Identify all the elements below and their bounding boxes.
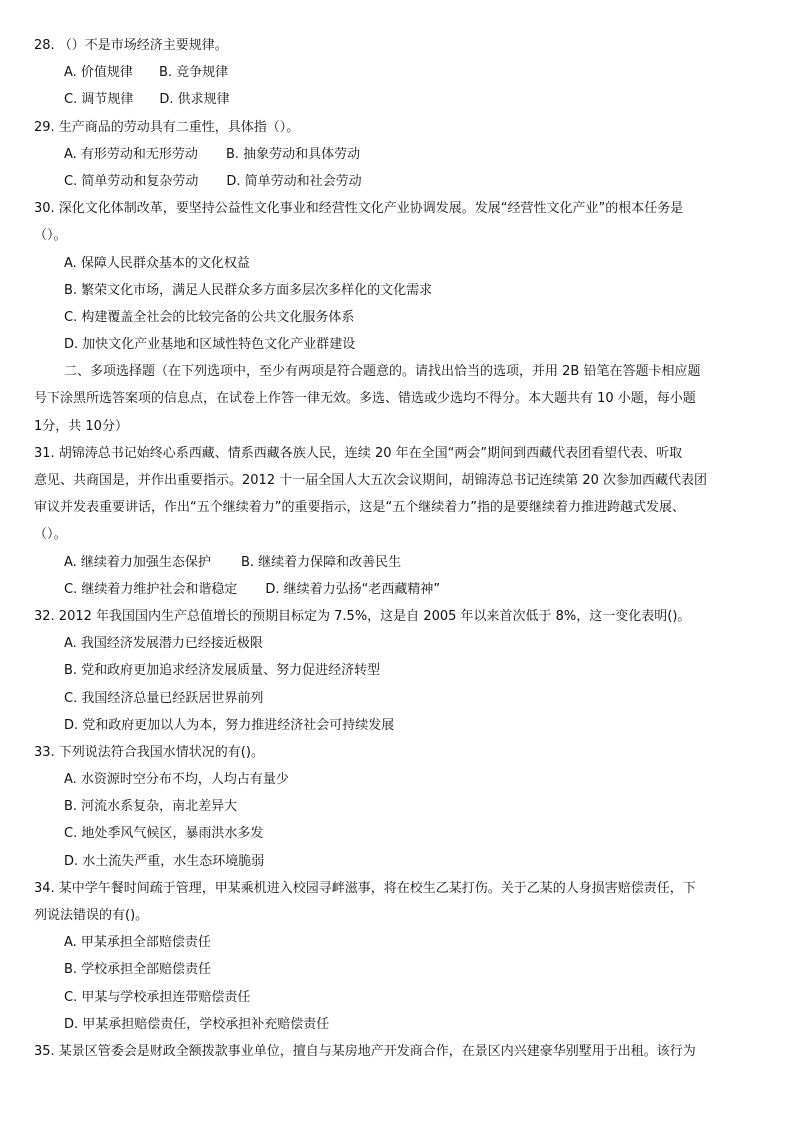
question-32-option-c: C. 我国经济总量已经跃居世界前列 <box>64 690 264 706</box>
question-30-stem-line-2: （）。 <box>34 228 67 244</box>
question-29-option-a: A. 有形劳动和无形劳动 <box>64 146 198 162</box>
question-31-option-b: B. 继续着力保障和改善民生 <box>240 554 402 570</box>
question-33-option-c: C. 地处季风气候区，暴雨洪水多发 <box>64 826 264 842</box>
question-34-stem-line-2: 列说法错误的有()。 <box>34 908 149 923</box>
question-33-option-b: B. 河流水系复杂，南北差异大 <box>64 799 238 815</box>
question-28-options-row-2 <box>34 86 762 113</box>
question-32-option-a: A. 我国经济发展潜力已经接近极限 <box>64 636 263 652</box>
question-30-option-a: A. 保障人民群众基本的文化权益 <box>64 255 250 271</box>
question-32-option-b: B. 党和政府更加追求经济发展质量、努力促进经济转型 <box>64 663 381 679</box>
question-28-option-a: A. 价值规律 <box>64 65 133 81</box>
question-28-option-b: B. 竞争规律 <box>158 65 229 81</box>
question-31-stem-line-4: （）。 <box>34 527 67 543</box>
question-31-options-row-1 <box>34 549 762 576</box>
question-34-option-d: D. 甲某承担赔偿责任，学校承担补充赔偿责任 <box>64 1016 330 1032</box>
question-31-stem-line-2: 意见、共商国是，并作出重要指示。2012 十一届全国人大五次会议期间，胡锦涛总书记连续第 20 次参加西藏代表团 <box>34 473 708 488</box>
question-32-stem: 32. 2012 年我国国内生产总值增长的预期目标定为 7.5%，这是自 2005 年以来首次低于 8%，这一变化表明()。 <box>34 608 691 624</box>
question-29-option-c: C. 简单劳动和复杂劳动 <box>64 173 199 189</box>
question-28-option-c: C. 调节规律 <box>64 92 134 108</box>
question-31-options-row-2 <box>34 576 762 603</box>
question-34-option-c: C. 甲某与学校承担连带赔偿责任 <box>64 989 251 1005</box>
question-31-stem-line-1: 31. 胡锦涛总书记始终心系西藏、情系西藏各族人民，连续 20 年在全国“两会”期间到西藏代表团看望代表、听取 <box>34 445 683 461</box>
question-32-option-d: D. 党和政府更加以人为本，努力推进经济社会可持续发展 <box>64 717 395 733</box>
question-28-option-d: D. 供求规律 <box>159 92 230 108</box>
section-2-instructions-line-3: 1分，共 10分） <box>34 418 128 434</box>
question-31-stem-line-3: 审议并发表重要讲话，作出“五个继续着力”的重要指示，这是“五个继续着力”指的是要继续着力推进跨越式发展、 <box>34 500 685 516</box>
question-31-option-c: C. 继续着力维护社会和谐稳定 <box>64 581 238 597</box>
exam-page <box>34 32 762 1065</box>
question-33-stem: 33. 下列说法符合我国水情状况的有()。 <box>34 744 264 760</box>
question-34-stem-line-1: 34. 某中学午餐时间疏于管理，甲某乘机进入校园寻衅滋事，将在校生乙某打伤。关于乙某的人身损害赔偿责任，下 <box>34 880 696 896</box>
question-35-stem-line-1: 35. 某景区管委会是财政全额拨款事业单位，擅自与某房地产开发商合作，在景区内兴建豪华别墅用于出租。该行为 <box>34 1043 696 1059</box>
question-33-option-d: D. 水土流失严重，水生态环境脆弱 <box>64 853 265 869</box>
question-28-stem: 28. （）不是市场经济主要规律。 <box>34 38 228 53</box>
question-34-option-a: A. 甲某承担全部赔偿责任 <box>64 935 211 951</box>
question-29-options-row-1 <box>34 141 762 168</box>
question-34-option-b: B. 学校承担全部赔偿责任 <box>64 962 212 978</box>
section-2-instructions-line-1: 二、多项选择题（在下列选项中，至少有两项是符合题意的。请找出恰当的选项，并用 2B 铅笔在答题卡相应题 <box>64 364 701 380</box>
question-28-options-row-1 <box>34 59 762 86</box>
question-31-option-d: D. 继续着力弘扬“老西藏精神” <box>265 581 441 597</box>
question-29-stem: 29. 生产商品的劳动具有二重性，具体指（）。 <box>34 119 300 135</box>
question-29-option-b: B. 抽象劳动和具体劳动 <box>225 146 361 162</box>
question-31-option-a: A. 继续着力加强生态保护 <box>64 554 211 570</box>
question-33-option-a: A. 水资源时空分布不均，人均占有量少 <box>64 772 289 788</box>
question-30-option-b: B. 繁荣文化市场，满足人民群众多方面多层次多样化的文化需求 <box>64 282 433 298</box>
section-2-instructions-line-2: 号下涂黑所选答案项的信息点，在试卷上作答一律无效。多选、错选或少选均不得分。本大题共有 10 小题，每小题 <box>34 391 696 407</box>
question-29-options-row-2 <box>34 168 762 195</box>
question-30-option-d: D. 加快文化产业基地和区域性特色文化产业群建设 <box>64 337 356 353</box>
question-30-stem-line-1: 30. 深化文化体制改革，要坚持公益性文化事业和经营性文化产业协调发展。发展“经营性文化产业”的根本任务是 <box>34 201 684 217</box>
question-30-option-c: C. 构建覆盖全社会的比较完备的公共文化服务体系 <box>64 309 355 325</box>
question-29-option-d: D. 简单劳动和社会劳动 <box>226 173 362 189</box>
